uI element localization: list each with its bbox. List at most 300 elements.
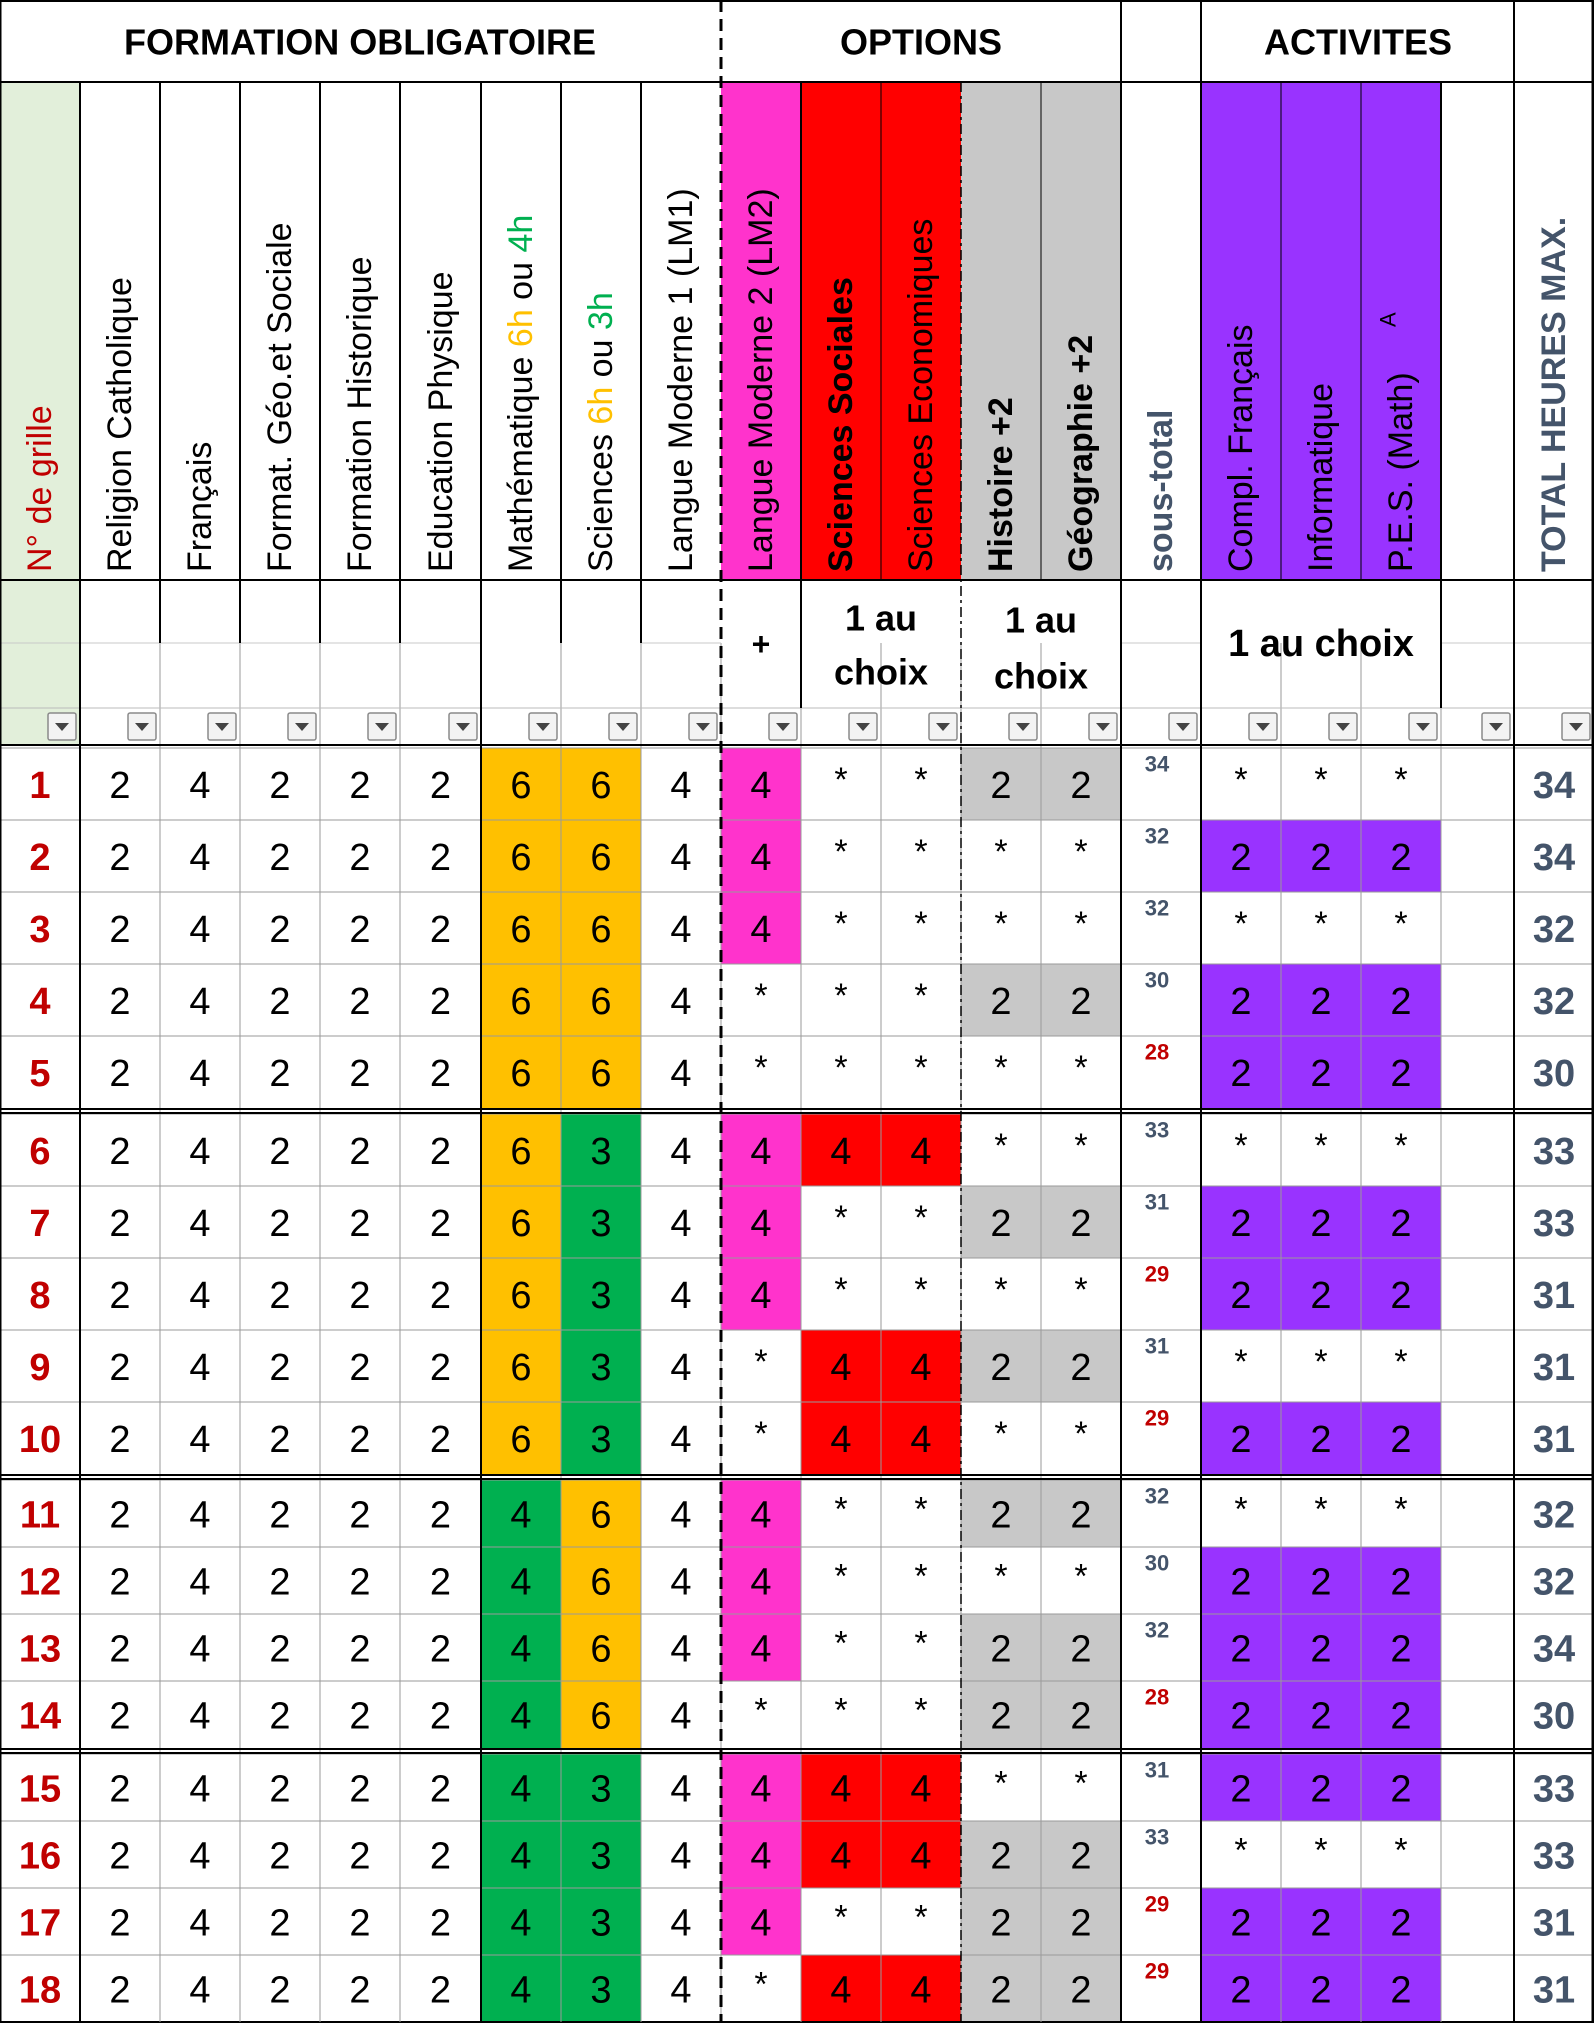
cell-value-lm2: 4 [750, 1902, 772, 1945]
cell-value-pes: * [1394, 1127, 1408, 1165]
filter-dropdown-button[interactable] [1169, 713, 1197, 740]
cell-value-geo: 2 [269, 1494, 291, 1537]
cell-value-geo: 2 [269, 1275, 291, 1317]
cell-value-lm1: 4 [670, 1275, 692, 1317]
cell-value-g2: 2 [1070, 1203, 1092, 1245]
cell-value-h2: * [994, 1049, 1008, 1087]
cell-value-lm2: * [754, 1049, 768, 1087]
cell-value-math: 6 [510, 1347, 532, 1389]
cell-value-hist: 2 [349, 1419, 371, 1461]
cell-value-sci: 6 [590, 1628, 612, 1671]
cell-value-geo: 2 [269, 765, 291, 807]
header-grille: N° de grille [21, 405, 59, 572]
cell-value-pes: 2 [1390, 1561, 1412, 1604]
sous-total-value: 29 [1144, 1261, 1170, 1287]
cell-value-hist: 2 [349, 981, 371, 1023]
cell-value-cf: * [1234, 1490, 1248, 1529]
cell-value-inf: * [1314, 1490, 1328, 1529]
cell-value-lm1: 4 [670, 1419, 692, 1461]
cell-value-h2: 2 [990, 1835, 1012, 1878]
cell-value-h2: 2 [990, 765, 1012, 807]
cell-value-rel: 2 [109, 981, 131, 1023]
header-histoire: Histoire +2 [982, 397, 1020, 572]
row-number: 2 [29, 837, 51, 879]
cell-value-pes: 2 [1390, 1628, 1412, 1671]
cell-value-geo: 2 [269, 1628, 291, 1671]
cell-value-lm1: 4 [670, 765, 692, 807]
cell-value-ss: * [834, 1490, 848, 1529]
cell-value-hist: 2 [349, 1768, 371, 1811]
row-number: 3 [29, 909, 51, 951]
cell-value-inf: 2 [1310, 837, 1332, 879]
header-francais: Français [181, 441, 219, 572]
cell-value-edu: 2 [429, 1275, 452, 1317]
cell-value-geo: 2 [269, 909, 291, 951]
cell-value-se: * [914, 833, 928, 871]
cell-value-sci: 3 [590, 1835, 612, 1878]
cell-value-rel: 2 [109, 1969, 131, 2012]
row-number: 10 [18, 1419, 62, 1461]
cell-value-geo: 2 [269, 1902, 291, 1945]
sous-total-value: 32 [1144, 1617, 1170, 1643]
cell-value-hist: 2 [349, 1695, 371, 1738]
cell-value-lm1: 4 [670, 1203, 692, 1245]
sous-total-value: 29 [1144, 1891, 1170, 1917]
sous-total-value: 31 [1144, 1189, 1170, 1215]
cell-value-rel: 2 [109, 1419, 131, 1461]
cell-value-math: 4 [510, 1902, 532, 1945]
cell-value-h2: 2 [990, 1494, 1012, 1537]
cell-value-sci: 3 [590, 1203, 612, 1245]
cell-value-lm1: 4 [670, 981, 692, 1023]
filter-dropdown-button[interactable] [689, 713, 717, 740]
section-activites-title: ACTIVITES [1263, 21, 1453, 63]
row-number: 9 [29, 1347, 51, 1389]
total-value: 30 [1532, 1053, 1576, 1095]
cell-value-h2: 2 [990, 1628, 1012, 1671]
total-value: 33 [1532, 1131, 1576, 1173]
section-formation-title: FORMATION OBLIGATOIRE [124, 21, 596, 63]
cell-value-inf: 2 [1310, 1419, 1332, 1461]
cell-value-g2: * [1074, 1415, 1088, 1453]
cell-value-cf: 2 [1230, 1275, 1252, 1317]
cell-value-se: 4 [910, 1768, 932, 1811]
cell-value-edu: 2 [429, 1695, 452, 1738]
cell-value-rel: 2 [109, 909, 131, 951]
row-number: 8 [29, 1275, 51, 1317]
cell-value-g2: 2 [1070, 765, 1092, 807]
cell-value-lm1: 4 [670, 1969, 692, 2012]
total-value: 34 [1532, 1628, 1576, 1671]
cell-value-fr: 4 [189, 1628, 211, 1671]
filter-dropdown-button[interactable] [1329, 713, 1357, 740]
cell-value-fr: 4 [189, 909, 211, 951]
cell-value-ss: * [834, 977, 848, 1015]
cell-value-lm2: 4 [750, 909, 772, 951]
row-number: 4 [29, 981, 51, 1023]
sous-total-value: 34 [1144, 751, 1170, 777]
cell-value-pes: 2 [1390, 1203, 1412, 1245]
cell-value-cf: * [1234, 761, 1248, 799]
cell-value-geo: 2 [269, 837, 291, 879]
filter-dropdown-button[interactable] [1482, 713, 1510, 740]
cell-value-ss: * [834, 1557, 848, 1596]
cell-value-lm2: 4 [750, 1203, 772, 1245]
cell-value-rel: 2 [109, 1131, 131, 1173]
cell-value-fr: 4 [189, 765, 211, 807]
cell-value-fr: 4 [189, 1494, 211, 1537]
cell-value-lm2: 4 [750, 1494, 772, 1537]
cell-value-geo: 2 [269, 1561, 291, 1604]
cell-value-cf: 2 [1230, 1902, 1252, 1945]
cell-value-h2: * [994, 833, 1008, 871]
filter-dropdown-button[interactable] [1009, 713, 1037, 740]
cell-value-se: 4 [910, 1835, 932, 1878]
cell-value-edu: 2 [429, 981, 452, 1023]
row-number: 7 [29, 1203, 51, 1245]
filter-dropdown-button[interactable] [529, 713, 557, 740]
cell-value-sci: 3 [590, 1347, 612, 1389]
cell-value-inf: 2 [1310, 1053, 1332, 1095]
cell-value-fr: 4 [189, 1768, 211, 1811]
cell-value-h2: * [994, 1557, 1008, 1596]
filter-dropdown-button[interactable] [1249, 713, 1277, 740]
total-value: 32 [1532, 1494, 1576, 1537]
filter-dropdown-button[interactable] [128, 713, 156, 740]
cell-value-edu: 2 [429, 1203, 452, 1245]
cell-value-h2: 2 [990, 1347, 1012, 1389]
cell-value-sci: 3 [590, 1131, 612, 1173]
cell-value-hist: 2 [349, 1131, 371, 1173]
cell-value-inf: 2 [1310, 1203, 1332, 1245]
hist-choice-line2: choix [993, 655, 1089, 697]
cell-value-g2: 2 [1070, 981, 1092, 1023]
cell-value-lm1: 4 [670, 909, 692, 951]
cell-value-lm1: 4 [670, 1053, 692, 1095]
cell-value-lm2: 4 [750, 1275, 772, 1317]
cell-value-sci: 3 [590, 1768, 612, 1811]
cell-value-hist: 2 [349, 1561, 371, 1604]
cell-value-h2: 2 [990, 1969, 1012, 2012]
cell-value-g2: 2 [1070, 1628, 1092, 1671]
cell-value-geo: 2 [269, 1131, 291, 1173]
cell-value-lm2: 4 [750, 1835, 772, 1878]
cell-value-hist: 2 [349, 837, 371, 879]
cell-value-fr: 4 [189, 1561, 211, 1604]
sous-total-value: 29 [1144, 1958, 1170, 1984]
cell-value-se: * [914, 1199, 928, 1237]
sous-total-value: 32 [1144, 823, 1170, 849]
cell-value-edu: 2 [429, 1347, 452, 1389]
cell-value-edu: 2 [429, 1902, 452, 1945]
row-number: 16 [18, 1835, 62, 1878]
cell-value-math: 4 [510, 1494, 532, 1537]
cell-value-ss: * [834, 1624, 848, 1663]
sous-total-value: 33 [1144, 1824, 1170, 1850]
cell-value-ss: * [834, 1898, 848, 1937]
cell-value-fr: 4 [189, 1053, 211, 1095]
cell-value-edu: 2 [429, 1494, 452, 1537]
cell-value-rel: 2 [109, 837, 131, 879]
header-total: TOTAL HEURES MAX. [1535, 216, 1573, 572]
cell-value-inf: * [1314, 1127, 1328, 1165]
cell-value-hist: 2 [349, 1053, 371, 1095]
header-informatique: Informatique [1302, 383, 1340, 572]
cell-value-fr: 4 [189, 1419, 211, 1461]
row-number: 18 [18, 1969, 62, 2012]
cell-value-se: * [914, 1049, 928, 1087]
cell-value-math: 6 [510, 1275, 532, 1317]
cell-value-h2: 2 [990, 1203, 1012, 1245]
cell-value-g2: 2 [1070, 1494, 1092, 1537]
cell-value-g2: * [1074, 1271, 1088, 1309]
cell-value-geo: 2 [269, 1419, 291, 1461]
cell-value-ss: * [834, 761, 848, 799]
cell-value-edu: 2 [429, 765, 452, 807]
cell-value-h2: * [994, 1271, 1008, 1309]
header-sciences-sociales: Sciences Sociales [822, 277, 860, 572]
cell-value-se: * [914, 1271, 928, 1309]
total-value: 31 [1532, 1902, 1576, 1945]
cell-value-rel: 2 [109, 1835, 131, 1878]
cell-value-hist: 2 [349, 1835, 371, 1878]
filter-dropdown-button[interactable] [1562, 713, 1590, 740]
header-geo-sociale: Format. Géo.et Sociale [261, 222, 299, 572]
cell-value-ss: 4 [830, 1131, 852, 1173]
cell-value-sci: 6 [590, 837, 612, 879]
cell-value-g2: 2 [1070, 1902, 1092, 1945]
cell-value-rel: 2 [109, 1053, 131, 1095]
cell-value-pes: * [1394, 905, 1408, 943]
cell-value-edu: 2 [429, 1419, 452, 1461]
cell-value-lm2: 4 [750, 1768, 772, 1811]
cell-value-sci: 6 [590, 765, 612, 807]
cell-value-g2: 2 [1070, 1969, 1092, 2012]
cell-value-lm2: * [754, 1343, 768, 1381]
total-value: 31 [1532, 1347, 1576, 1389]
cell-value-se: * [914, 1691, 928, 1730]
filter-dropdown-button[interactable] [769, 713, 797, 740]
cell-value-cf: 2 [1230, 1768, 1252, 1811]
filter-dropdown-button[interactable] [449, 713, 477, 740]
cell-value-sci: 6 [590, 981, 612, 1023]
total-value: 32 [1532, 909, 1576, 951]
sous-total-value: 31 [1144, 1757, 1170, 1783]
header-religion: Religion Catholique [101, 277, 139, 572]
cell-value-cf: 2 [1230, 1628, 1252, 1671]
cell-value-sci: 6 [590, 909, 612, 951]
cell-value-rel: 2 [109, 1695, 131, 1738]
header-sciences: Sciences 6h ou 3h [582, 292, 620, 572]
cell-value-h2: * [994, 905, 1008, 943]
cell-value-rel: 2 [109, 1628, 131, 1671]
cell-value-edu: 2 [429, 1835, 452, 1878]
cell-value-hist: 2 [349, 1628, 371, 1671]
cell-value-cf: 2 [1230, 1419, 1252, 1461]
cell-value-se: * [914, 1624, 928, 1663]
cell-value-lm2: 4 [750, 1628, 772, 1671]
header-geographie: Géographie +2 [1062, 334, 1100, 572]
cell-value-sci: 6 [590, 1695, 612, 1738]
total-value: 32 [1532, 981, 1576, 1023]
cell-value-rel: 2 [109, 1561, 131, 1604]
cell-value-pes: 2 [1390, 1419, 1412, 1461]
cell-value-math: 4 [510, 1695, 532, 1738]
lm2-choice-label: + [751, 626, 771, 662]
cell-value-lm2: 4 [750, 1131, 772, 1173]
cell-value-inf: 2 [1310, 1768, 1332, 1811]
cell-value-lm1: 4 [670, 1347, 692, 1389]
cell-value-fr: 4 [189, 1835, 211, 1878]
cell-value-hist: 2 [349, 1347, 371, 1389]
total-value: 31 [1532, 1419, 1576, 1461]
cell-value-fr: 4 [189, 1131, 211, 1173]
cell-value-edu: 2 [429, 909, 452, 951]
cell-value-se: * [914, 905, 928, 943]
cell-value-lm1: 4 [670, 1835, 692, 1878]
sous-total-value: 32 [1144, 895, 1170, 921]
hist-choice-line1: 1 au [1004, 599, 1078, 641]
cell-value-inf: 2 [1310, 981, 1332, 1023]
cell-value-ss: 4 [830, 1835, 852, 1878]
total-value: 34 [1532, 765, 1576, 807]
cell-value-h2: 2 [990, 1902, 1012, 1945]
filter-dropdown-button[interactable] [1409, 713, 1437, 740]
cell-value-hist: 2 [349, 909, 371, 951]
cell-value-se: * [914, 977, 928, 1015]
cell-value-lm2: * [754, 977, 768, 1015]
cell-value-se: * [914, 1490, 928, 1529]
cell-value-se: 4 [910, 1347, 932, 1389]
cell-value-se: * [914, 1898, 928, 1937]
cell-value-g2: 2 [1070, 1695, 1092, 1738]
cell-value-pes: 2 [1390, 1053, 1412, 1095]
total-value: 34 [1532, 837, 1576, 879]
filter-dropdown-button[interactable] [1089, 713, 1117, 740]
cell-value-fr: 4 [189, 837, 211, 879]
cell-value-cf: 2 [1230, 981, 1252, 1023]
cell-value-inf: 2 [1310, 1275, 1332, 1317]
cell-value-cf: 2 [1230, 1695, 1252, 1738]
total-value: 31 [1532, 1275, 1576, 1317]
cell-value-lm2: 4 [750, 837, 772, 879]
cell-value-se: 4 [910, 1969, 932, 2012]
cell-value-hist: 2 [349, 1275, 371, 1317]
cell-value-geo: 2 [269, 1053, 291, 1095]
header-lm1: Langue Moderne 1 (LM1) [662, 188, 700, 572]
cell-value-g2: * [1074, 1049, 1088, 1087]
cell-value-lm1: 4 [670, 1561, 692, 1604]
cell-value-inf: 2 [1310, 1969, 1332, 2012]
cell-value-ss: 4 [830, 1347, 852, 1389]
cell-value-geo: 2 [269, 981, 291, 1023]
cell-value-inf: * [1314, 1831, 1328, 1870]
row-number: 1 [29, 765, 51, 807]
cell-value-pes: 2 [1390, 1275, 1412, 1317]
cell-value-pes: * [1394, 1490, 1408, 1529]
cell-value-cf: * [1234, 1343, 1248, 1381]
filter-dropdown-button[interactable] [368, 713, 396, 740]
filter-dropdown-button[interactable] [48, 713, 76, 740]
total-value: 31 [1532, 1969, 1576, 2012]
cell-value-pes: 2 [1390, 1695, 1412, 1738]
filter-dropdown-button[interactable] [929, 713, 957, 740]
total-value: 32 [1532, 1561, 1576, 1604]
cell-value-math: 6 [510, 1203, 532, 1245]
section-options-title: OPTIONS [839, 21, 1003, 63]
cell-value-inf: * [1314, 761, 1328, 799]
total-value: 33 [1532, 1768, 1576, 1811]
filter-dropdown-button[interactable] [208, 713, 236, 740]
cell-value-pes: * [1394, 761, 1408, 799]
cell-value-math: 4 [510, 1561, 532, 1604]
sous-total-value: 30 [1144, 1550, 1170, 1576]
cell-value-sci: 6 [590, 1053, 612, 1095]
cell-value-math: 4 [510, 1969, 532, 2012]
cell-value-cf: 2 [1230, 1053, 1252, 1095]
cell-value-math: 6 [510, 1053, 532, 1095]
cell-value-math: 6 [510, 981, 532, 1023]
filter-dropdown-button[interactable] [609, 713, 637, 740]
cell-value-lm1: 4 [670, 1695, 692, 1738]
cell-value-geo: 2 [269, 1969, 291, 2012]
cell-value-h2: * [994, 1415, 1008, 1453]
cell-value-rel: 2 [109, 1347, 131, 1389]
cell-value-g2: * [1074, 1557, 1088, 1596]
cell-value-g2: * [1074, 1127, 1088, 1165]
cell-value-sci: 3 [590, 1902, 612, 1945]
cell-value-inf: 2 [1310, 1561, 1332, 1604]
header-sciences-economiques: Sciences Economiques [902, 218, 940, 572]
cell-value-hist: 2 [349, 1969, 371, 2012]
cell-value-pes: * [1394, 1831, 1408, 1870]
cell-value-pes: 2 [1390, 981, 1412, 1023]
sous-total-value: 33 [1144, 1117, 1170, 1143]
cell-value-hist: 2 [349, 1494, 371, 1537]
cell-value-math: 4 [510, 1835, 532, 1878]
cell-value-geo: 2 [269, 1768, 291, 1811]
activites-choice-label: 1 au choix [1228, 623, 1414, 665]
cell-value-g2: 2 [1070, 1347, 1092, 1389]
cell-value-fr: 4 [189, 1969, 211, 2012]
header-education-physique: Education Physique [422, 271, 460, 572]
cell-value-se: * [914, 761, 928, 799]
cell-value-math: 6 [510, 837, 532, 879]
cell-value-lm2: * [754, 1415, 768, 1453]
cell-value-lm2: 4 [750, 765, 772, 807]
cell-value-edu: 2 [429, 1053, 452, 1095]
cell-value-se: * [914, 1557, 928, 1596]
cell-value-ss: * [834, 1049, 848, 1087]
cell-value-edu: 2 [429, 1561, 452, 1604]
cell-value-ss: * [834, 1271, 848, 1309]
row-number: 12 [18, 1561, 62, 1604]
filter-dropdown-button[interactable] [288, 713, 316, 740]
filter-dropdown-button[interactable] [849, 713, 877, 740]
header-formation-historique: Formation Historique [341, 256, 379, 572]
cell-value-cf: 2 [1230, 1561, 1252, 1604]
cell-value-h2: * [994, 1764, 1008, 1803]
cell-value-edu: 2 [429, 1768, 452, 1811]
sciences-choice-line1: 1 au [844, 597, 918, 639]
cell-value-sci: 6 [590, 1494, 612, 1537]
cell-value-ss: 4 [830, 1969, 852, 2012]
cell-value-ss: * [834, 833, 848, 871]
cell-value-lm2: * [754, 1691, 768, 1730]
cell-value-pes: 2 [1390, 837, 1412, 879]
cell-value-ss: * [834, 905, 848, 943]
cell-value-ss: * [834, 1691, 848, 1730]
